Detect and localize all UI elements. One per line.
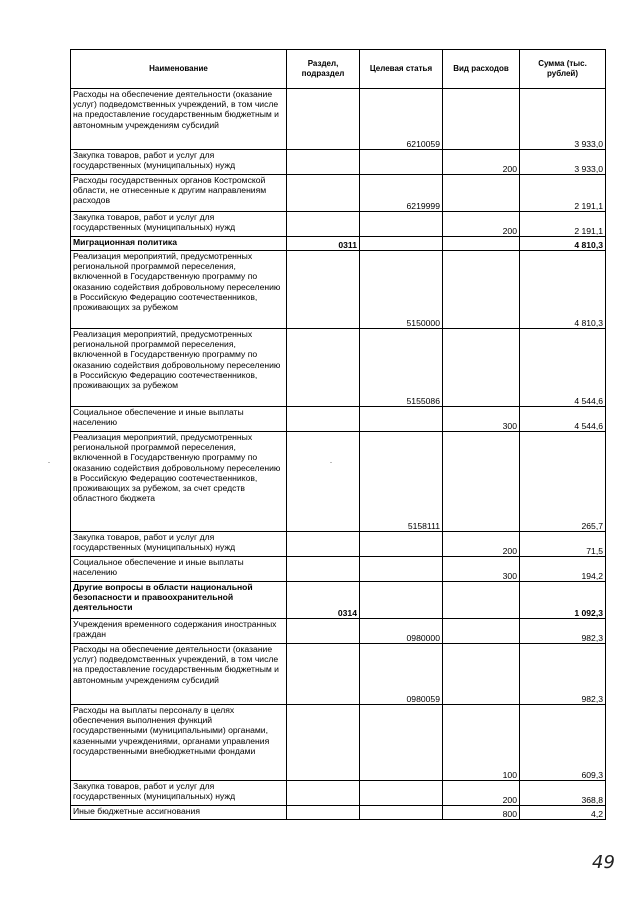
cell-razdel [287,619,360,644]
cell-celevaya [360,781,443,806]
cell-razdel [287,806,360,820]
cell-summa: 3 933,0 [520,150,606,175]
budget-table [70,49,606,820]
cell-name: Социальное обеспечение и иные выплаты населению [71,407,287,432]
table-row [71,407,606,432]
cell-name: Миграционная политика [71,237,287,251]
header-name: Наименование [71,50,287,89]
cell-celevaya: 0980000 [360,619,443,644]
cell-celevaya: 5150000 [360,251,443,329]
cell-summa: 4 544,6 [520,407,606,432]
table-row [71,432,606,532]
cell-razdel [287,781,360,806]
cell-vid: 200 [443,150,520,175]
cell-vid [443,175,520,212]
cell-vid [443,619,520,644]
table-row [71,532,606,557]
table-row [71,619,606,644]
cell-celevaya [360,582,443,619]
table-row [71,89,606,150]
cell-razdel [287,89,360,150]
cell-razdel [287,329,360,407]
cell-razdel: 0311 [287,237,360,251]
header-vid: Вид расходов [443,50,520,89]
cell-summa: 194,2 [520,557,606,582]
cell-celevaya [360,150,443,175]
stray-mark [330,462,332,463]
page-number: 49 [592,852,615,873]
cell-summa: 265,7 [520,432,606,532]
cell-vid: 200 [443,212,520,237]
cell-name: Реализация мероприятий, предусмотренных региональной программой переселения, включенной в Государственную программу по оказанию содействия добровольному переселению в Российскую Федерацию соотечественников, проживающих за рубежом [71,329,287,407]
table-row [71,329,606,407]
cell-vid [443,432,520,532]
cell-name: Иные бюджетные ассигнования [71,806,287,820]
cell-summa: 4 544,6 [520,329,606,407]
cell-vid [443,644,520,705]
cell-celevaya: 0980059 [360,644,443,705]
cell-summa: 1 092,3 [520,582,606,619]
cell-celevaya: 5155086 [360,329,443,407]
cell-summa: 368,8 [520,781,606,806]
table-row [71,705,606,781]
cell-name: Учреждения временного содержания иностранных граждан [71,619,287,644]
cell-name: Реализация мероприятий, предусмотренных региональной программой переселения, включенной в Государственную программу по оказанию содействия добровольному переселению в Российскую Федерацию соотечественников, проживающих за рубежом, за счет средств областного бюджета [71,432,287,532]
cell-razdel [287,557,360,582]
table-row [71,237,606,251]
table-row [71,644,606,705]
cell-name: Социальное обеспечение и иные выплаты населению [71,557,287,582]
cell-name: Закупка товаров, работ и услуг для государственных (муниципальных) нужд [71,781,287,806]
cell-name: Расходы на выплаты персоналу в целях обеспечения выполнения функций государственными (муниципальными) органами, казенными учреждениями, органами управления государственными внебюджетными фондами [71,705,287,781]
cell-celevaya [360,407,443,432]
header-celevaya: Целевая статья [360,50,443,89]
cell-celevaya [360,806,443,820]
cell-summa: 4 810,3 [520,251,606,329]
table-row [71,582,606,619]
cell-name: Расходы на обеспечение деятельности (оказание услуг) подведомственных учреждений, в том числе на предоставление государственным бюджетным и автономным учреждениям субсидий [71,644,287,705]
table-row [71,251,606,329]
cell-razdel [287,532,360,557]
header-razdel: Раздел, подраздел [287,50,360,89]
cell-name: Закупка товаров, работ и услуг для государственных (муниципальных) нужд [71,150,287,175]
cell-vid: 200 [443,781,520,806]
cell-name: Закупка товаров, работ и услуг для государственных (муниципальных) нужд [71,212,287,237]
cell-summa: 982,3 [520,619,606,644]
cell-vid: 300 [443,557,520,582]
cell-summa: 3 933,0 [520,89,606,150]
cell-razdel [287,212,360,237]
cell-vid [443,251,520,329]
cell-summa: 71,5 [520,532,606,557]
cell-summa: 4,2 [520,806,606,820]
cell-name: Расходы государственных органов Костромской области, не отнесенные к другим направлениям расходов [71,175,287,212]
cell-razdel [287,407,360,432]
cell-vid [443,329,520,407]
cell-celevaya: 6210059 [360,89,443,150]
cell-razdel [287,175,360,212]
table-row [71,781,606,806]
header-summa: Сумма (тыс. рублей) [520,50,606,89]
cell-razdel [287,432,360,532]
cell-razdel: 0314 [287,582,360,619]
cell-summa: 2 191,1 [520,212,606,237]
table-row [71,557,606,582]
table-row [71,212,606,237]
cell-vid: 100 [443,705,520,781]
cell-celevaya [360,557,443,582]
cell-celevaya [360,705,443,781]
cell-summa: 4 810,3 [520,237,606,251]
cell-vid [443,582,520,619]
cell-summa: 609,3 [520,705,606,781]
cell-vid: 800 [443,806,520,820]
cell-celevaya [360,212,443,237]
cell-name: Другие вопросы в области национальной безопасности и правоохранительной деятельности [71,582,287,619]
cell-celevaya [360,237,443,251]
cell-vid [443,89,520,150]
table-header-row [71,50,606,89]
cell-celevaya [360,532,443,557]
cell-name: Реализация мероприятий, предусмотренных региональной программой переселения, включенной в Государственную программу по оказанию содействия добровольному переселению в Российскую Федерацию соотечественников, проживающих за рубежом [71,251,287,329]
cell-razdel [287,251,360,329]
table-row [71,806,606,820]
cell-razdel [287,150,360,175]
cell-razdel [287,705,360,781]
cell-summa: 982,3 [520,644,606,705]
table-row [71,150,606,175]
cell-celevaya: 5158111 [360,432,443,532]
cell-celevaya: 6219999 [360,175,443,212]
cell-vid [443,237,520,251]
cell-vid: 300 [443,407,520,432]
cell-vid: 200 [443,532,520,557]
cell-name: Расходы на обеспечение деятельности (оказание услуг) подведомственных учреждений, в том числе на предоставление государственным бюджетным и автономным учреждениям субсидий [71,89,287,150]
cell-name: Закупка товаров, работ и услуг для государственных (муниципальных) нужд [71,532,287,557]
cell-razdel [287,644,360,705]
cell-summa: 2 191,1 [520,175,606,212]
stray-mark [48,462,50,463]
table-row [71,175,606,212]
